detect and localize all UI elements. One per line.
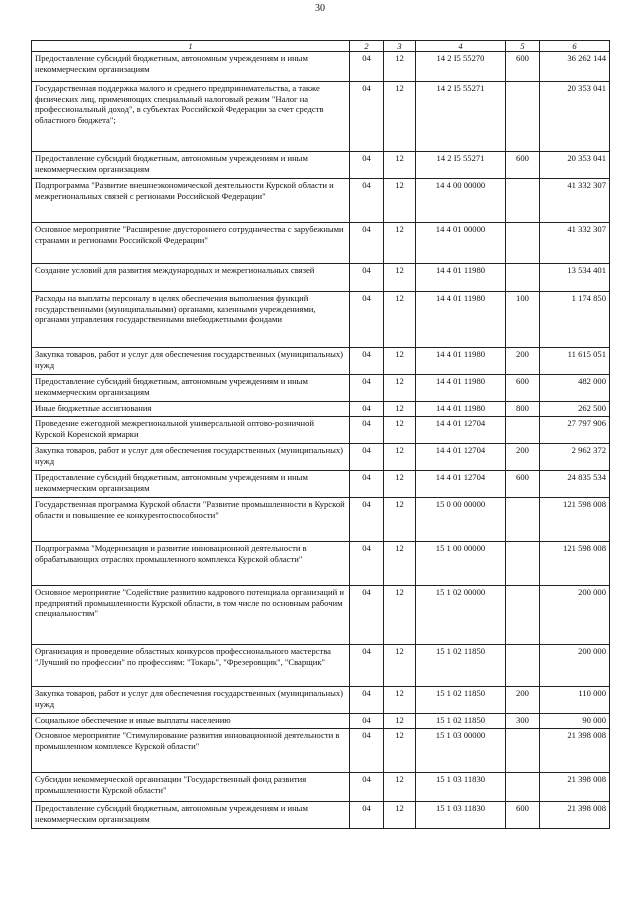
table-row (32, 292, 610, 348)
subsection-code-cell: 12 (384, 645, 416, 687)
subsection-code-cell: 12 (384, 687, 416, 714)
expense-type-code-cell (506, 82, 540, 152)
amount-cell: 21 398 008 (540, 729, 610, 773)
target-article-code-cell: 15 1 03 00000 (416, 729, 506, 773)
expense-type-code-cell: 600 (506, 52, 540, 82)
expense-type-code-cell (506, 729, 540, 773)
header-col-5: 5 (506, 41, 540, 52)
target-article-code-cell: 15 1 03 11830 (416, 773, 506, 802)
subsection-code-cell: 12 (384, 402, 416, 417)
subsection-code-cell: 12 (384, 82, 416, 152)
amount-cell: 110 000 (540, 687, 610, 714)
expense-type-code-cell: 600 (506, 471, 540, 498)
page-number: 30 (315, 3, 325, 14)
table-row (32, 542, 610, 586)
section-code-cell: 04 (350, 82, 384, 152)
expense-type-code-cell (506, 542, 540, 586)
target-article-code-cell: 14 4 01 11980 (416, 375, 506, 402)
subsection-code-cell: 12 (384, 152, 416, 179)
expense-name-cell: Подпрограмма "Модернизация и развитие инновационной деятельности в обрабатывающих отраслях промышленного комплекса Курской области" (32, 542, 350, 586)
target-article-code-cell: 15 1 03 11830 (416, 802, 506, 829)
expense-name-cell: Субсидии некоммерческой организации "Государственный фонд развития промышленности Курской области" (32, 773, 350, 802)
subsection-code-cell: 12 (384, 417, 416, 444)
amount-cell: 41 332 307 (540, 179, 610, 223)
expense-type-code-cell (506, 223, 540, 264)
section-code-cell: 04 (350, 542, 384, 586)
expense-name-cell: Основное мероприятие "Стимулирование развития инновационной деятельности в промышленном комплексе Курской области" (32, 729, 350, 773)
subsection-code-cell: 12 (384, 729, 416, 773)
amount-cell: 11 615 051 (540, 348, 610, 375)
expense-type-code-cell (506, 498, 540, 542)
expense-name-cell: Предоставление субсидий бюджетным, автономным учреждениям и иным некоммерческим организациям (32, 375, 350, 402)
expense-type-code-cell: 200 (506, 444, 540, 471)
target-article-code-cell: 15 1 00 00000 (416, 542, 506, 586)
amount-cell: 2 962 372 (540, 444, 610, 471)
subsection-code-cell: 12 (384, 498, 416, 542)
target-article-code-cell: 15 1 02 11850 (416, 714, 506, 729)
expense-name-cell: Основное мероприятие "Расширение двустороннего сотрудничества с зарубежными странами и регионами Российской Федерации" (32, 223, 350, 264)
expense-name-cell: Закупка товаров, работ и услуг для обеспечения государственных (муниципальных) нужд (32, 687, 350, 714)
section-code-cell: 04 (350, 348, 384, 375)
subsection-code-cell: 12 (384, 471, 416, 498)
amount-cell: 27 797 906 (540, 417, 610, 444)
target-article-code-cell: 15 1 02 11850 (416, 687, 506, 714)
subsection-code-cell: 12 (384, 292, 416, 348)
section-code-cell: 04 (350, 444, 384, 471)
target-article-code-cell: 14 2 I5 55271 (416, 152, 506, 179)
subsection-code-cell: 12 (384, 52, 416, 82)
budget-table (31, 40, 610, 829)
amount-cell: 24 835 534 (540, 471, 610, 498)
subsection-code-cell: 12 (384, 223, 416, 264)
section-code-cell: 04 (350, 729, 384, 773)
target-article-code-cell: 14 4 01 12704 (416, 471, 506, 498)
expense-name-cell: Закупка товаров, работ и услуг для обеспечения государственных (муниципальных) нужд (32, 444, 350, 471)
expense-name-cell: Организация и проведение областных конкурсов профессионального мастерства "Лучший по профессии" по профессиям: "Токарь", "Фрезеровщик", "Сварщик" (32, 645, 350, 687)
table-row (32, 402, 610, 417)
expense-name-cell: Основное мероприятие "Содействие развитию кадрового потенциала организаций и предприятий промышленности Курской области, в том числе по основным рабочим специальностям" (32, 586, 350, 645)
target-article-code-cell: 14 4 01 11980 (416, 264, 506, 292)
amount-cell: 20 353 041 (540, 152, 610, 179)
expense-type-code-cell: 200 (506, 348, 540, 375)
expense-type-code-cell (506, 586, 540, 645)
expense-name-cell: Предоставление субсидий бюджетным, автономным учреждениям и иным некоммерческим организациям (32, 471, 350, 498)
expense-name-cell: Создание условий для развития международных и межрегиональных связей (32, 264, 350, 292)
target-article-code-cell: 14 4 00 00000 (416, 179, 506, 223)
expense-type-code-cell: 600 (506, 152, 540, 179)
amount-cell: 41 332 307 (540, 223, 610, 264)
amount-cell: 20 353 041 (540, 82, 610, 152)
expense-type-code-cell: 600 (506, 375, 540, 402)
table-header-row (32, 41, 610, 52)
section-code-cell: 04 (350, 586, 384, 645)
table-row (32, 82, 610, 152)
table-row (32, 471, 610, 498)
section-code-cell: 04 (350, 52, 384, 82)
section-code-cell: 04 (350, 223, 384, 264)
target-article-code-cell: 14 4 01 12704 (416, 444, 506, 471)
subsection-code-cell: 12 (384, 802, 416, 829)
table-row (32, 444, 610, 471)
expense-type-code-cell: 300 (506, 714, 540, 729)
expense-name-cell: Проведение ежегодной межрегиональной универсальной оптово-розничной Курской Коренской ярмарки (32, 417, 350, 444)
table-row (32, 802, 610, 829)
target-article-code-cell: 14 4 01 00000 (416, 223, 506, 264)
target-article-code-cell: 14 2 I5 55270 (416, 52, 506, 82)
target-article-code-cell: 14 4 01 11980 (416, 348, 506, 375)
table-row (32, 417, 610, 444)
amount-cell: 482 000 (540, 375, 610, 402)
section-code-cell: 04 (350, 773, 384, 802)
amount-cell: 1 174 850 (540, 292, 610, 348)
header-col-1: 1 (32, 41, 350, 52)
target-article-code-cell: 15 1 02 00000 (416, 586, 506, 645)
expense-type-code-cell (506, 773, 540, 802)
table-row (32, 586, 610, 645)
section-code-cell: 04 (350, 417, 384, 444)
table-row (32, 687, 610, 714)
expense-name-cell: Предоставление субсидий бюджетным, автономным учреждениям и иным некоммерческим организациям (32, 802, 350, 829)
table-row (32, 729, 610, 773)
amount-cell: 36 262 144 (540, 52, 610, 82)
expense-name-cell: Предоставление субсидий бюджетным, автономным учреждениям и иным некоммерческим организациям (32, 152, 350, 179)
header-col-2: 2 (350, 41, 384, 52)
expense-name-cell: Расходы на выплаты персоналу в целях обеспечения выполнения функций государственными (муниципальными) органами, казенными учреждениями, органами управления государственными внебюджетными фондами (32, 292, 350, 348)
expense-type-code-cell: 800 (506, 402, 540, 417)
expense-name-cell: Закупка товаров, работ и услуг для обеспечения государственных (муниципальных) нужд (32, 348, 350, 375)
table-row (32, 152, 610, 179)
expense-name-cell: Предоставление субсидий бюджетным, автономным учреждениям и иным некоммерческим организациям (32, 52, 350, 82)
section-code-cell: 04 (350, 471, 384, 498)
expense-name-cell: Социальное обеспечение и иные выплаты населению (32, 714, 350, 729)
section-code-cell: 04 (350, 292, 384, 348)
expense-name-cell: Подпрограмма "Развитие внешнеэкономической деятельности Курской области и межрегиональных связей с регионами Российской Федерации" (32, 179, 350, 223)
table-row (32, 223, 610, 264)
table-row (32, 52, 610, 82)
section-code-cell: 04 (350, 645, 384, 687)
subsection-code-cell: 12 (384, 542, 416, 586)
section-code-cell: 04 (350, 179, 384, 223)
subsection-code-cell: 12 (384, 348, 416, 375)
target-article-code-cell: 15 0 00 00000 (416, 498, 506, 542)
table-row (32, 645, 610, 687)
subsection-code-cell: 12 (384, 375, 416, 402)
table-row (32, 179, 610, 223)
header-col-4: 4 (416, 41, 506, 52)
amount-cell: 200 000 (540, 645, 610, 687)
table-row (32, 264, 610, 292)
table-row (32, 348, 610, 375)
section-code-cell: 04 (350, 498, 384, 542)
expense-name-cell: Государственная программа Курской области "Развитие промышленности в Курской области и повышение ее конкурентоспособности" (32, 498, 350, 542)
section-code-cell: 04 (350, 402, 384, 417)
amount-cell: 13 534 401 (540, 264, 610, 292)
amount-cell: 200 000 (540, 586, 610, 645)
amount-cell: 90 000 (540, 714, 610, 729)
section-code-cell: 04 (350, 264, 384, 292)
table-row (32, 498, 610, 542)
subsection-code-cell: 12 (384, 773, 416, 802)
amount-cell: 21 398 008 (540, 773, 610, 802)
expense-type-code-cell: 100 (506, 292, 540, 348)
subsection-code-cell: 12 (384, 264, 416, 292)
table-row (32, 773, 610, 802)
expense-type-code-cell (506, 645, 540, 687)
expense-type-code-cell: 600 (506, 802, 540, 829)
expense-type-code-cell (506, 417, 540, 444)
amount-cell: 21 398 008 (540, 802, 610, 829)
amount-cell: 121 598 008 (540, 498, 610, 542)
subsection-code-cell: 12 (384, 714, 416, 729)
expense-type-code-cell: 200 (506, 687, 540, 714)
expense-name-cell: Иные бюджетные ассигнования (32, 402, 350, 417)
target-article-code-cell: 14 2 I5 55271 (416, 82, 506, 152)
expense-name-cell: Государственная поддержка малого и среднего предпринимательства, а также физических лиц, применяющих специальный налоговый режим "Налог на профессиональный доход", в субъектах Российской Федерации за счет средств областного бюджета"; (32, 82, 350, 152)
target-article-code-cell: 14 4 01 11980 (416, 402, 506, 417)
subsection-code-cell: 12 (384, 444, 416, 471)
target-article-code-cell: 14 4 01 11980 (416, 292, 506, 348)
header-col-6: 6 (540, 41, 610, 52)
section-code-cell: 04 (350, 152, 384, 179)
table-row (32, 714, 610, 729)
section-code-cell: 04 (350, 687, 384, 714)
section-code-cell: 04 (350, 375, 384, 402)
expense-type-code-cell (506, 264, 540, 292)
amount-cell: 121 598 008 (540, 542, 610, 586)
amount-cell: 262 500 (540, 402, 610, 417)
target-article-code-cell: 15 1 02 11850 (416, 645, 506, 687)
section-code-cell: 04 (350, 714, 384, 729)
expense-type-code-cell (506, 179, 540, 223)
section-code-cell: 04 (350, 802, 384, 829)
target-article-code-cell: 14 4 01 12704 (416, 417, 506, 444)
subsection-code-cell: 12 (384, 586, 416, 645)
header-col-3: 3 (384, 41, 416, 52)
subsection-code-cell: 12 (384, 179, 416, 223)
table-row (32, 375, 610, 402)
